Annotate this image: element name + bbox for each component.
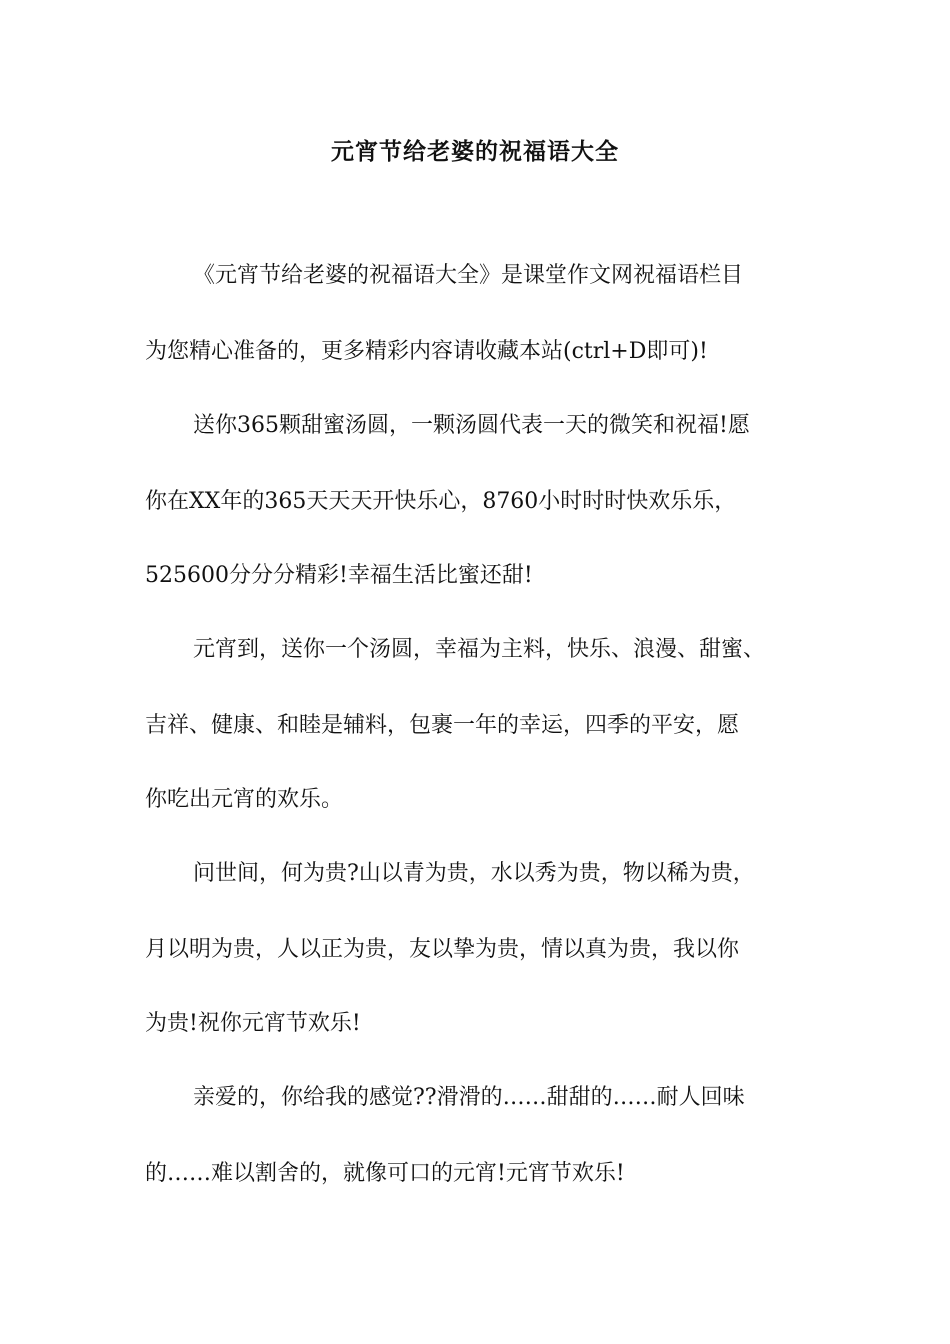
paragraph-line: 送你365颗甜蜜汤圆，一颗汤圆代表一天的微笑和祝福!愿 [193, 413, 750, 438]
paragraph-line: 问世间，何为贵?山以青为贵，水以秀为贵，物以稀为贵， [193, 861, 755, 886]
paragraph-line: 为贵!祝你元宵节欢乐! [145, 1011, 361, 1036]
paragraph-line: 的……难以割舍的，就像可口的元宵!元宵节欢乐! [145, 1161, 625, 1186]
document-title: 元宵节给老婆的祝福语大全 [331, 138, 619, 165]
paragraph-line: 月以明为贵，人以正为贵，友以挚为贵，情以真为贵，我以你 [145, 937, 740, 962]
paragraph-line: 525600分分分精彩!幸福生活比蜜还甜! [145, 563, 533, 588]
paragraph-line: 《元宵节给老婆的祝福语大全》是课堂作文网祝福语栏目 [193, 263, 744, 288]
paragraph-line: 亲爱的，你给我的感觉??滑滑的……甜甜的……耐人回味 [193, 1085, 745, 1110]
paragraph-line: 吉祥、健康、和睦是辅料，包裹一年的幸运，四季的平安，愿 [145, 713, 740, 738]
paragraph-line: 为您精心准备的，更多精彩内容请收藏本站(ctrl+D即可)! [145, 339, 708, 364]
paragraph-line: 元宵到，送你一个汤圆，幸福为主料，快乐、浪漫、甜蜜、 [193, 637, 766, 662]
paragraph-line: 你吃出元宵的欢乐。 [145, 787, 344, 812]
paragraph-line: 你在XX年的365天天天开快乐心，8760小时时时快欢乐乐， [145, 489, 737, 514]
